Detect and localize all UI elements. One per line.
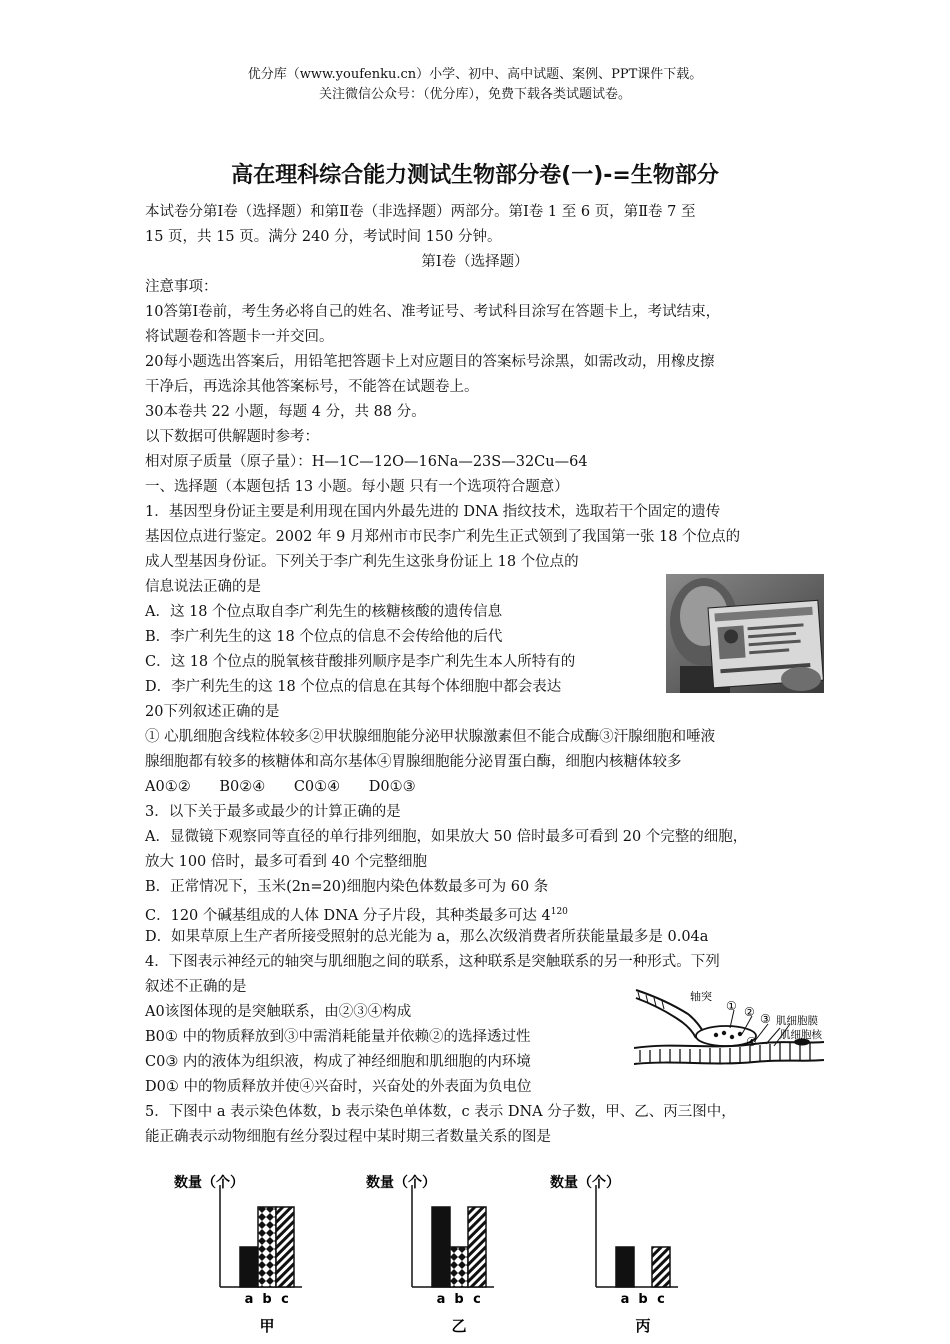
q4-option-a: A0该图体现的是突触联系，由②③④构成 — [145, 1004, 412, 1020]
q2-stem: 腺细胞都有较多的核糖体和高尔基体④胃腺细胞能分泌胃蛋白酶，细胞内核糖体较多 — [145, 754, 682, 770]
bar-a — [432, 1207, 450, 1287]
category-label: c — [281, 1292, 289, 1307]
q3-option-c — [145, 902, 568, 926]
q5-stem: 能正确表示动物细胞有丝分裂过程中某时期三者数量关系的图是 — [145, 1129, 551, 1145]
site-header-line2: 关注微信公众号：（优分库），免费下载各类试题试卷。 — [318, 87, 631, 102]
category-label: a — [244, 1292, 254, 1307]
q3-option-a-cont: 放大 100 倍时，最多可看到 40 个完整细胞 — [145, 854, 428, 870]
chart-title: 乙 — [451, 1317, 467, 1335]
label-4: ④ — [746, 1035, 757, 1049]
section-heading: 第Ⅰ卷（选择题） — [421, 254, 529, 270]
q4-stem: 4．下图表示神经元的轴突与肌细胞之间的联系，这种联系是突触联系的另一种形式。下列 — [145, 954, 720, 970]
bar-a — [240, 1247, 258, 1287]
q2-option-a: A0①② — [145, 779, 191, 795]
intro-line: 本试卷分第Ⅰ卷（选择题）和第Ⅱ卷（非选择题）两部分。第Ⅰ卷 1 至 6 页，第Ⅱ卷 7 至 — [145, 204, 696, 220]
q2-stem: 20下列叙述正确的是 — [145, 704, 280, 720]
q1-stem: 基因位点进行鉴定。2002 年 9 月郑州市市民李广利先生正式领到了我国第一张 18 个位点的 — [145, 529, 741, 545]
q3-option-c-text: C．120 个碱基组成的人体 DNA 分子片段，其种类最多可达 4 — [145, 907, 551, 924]
q4-option-d: D0① 中的物质释放并使④兴奋时，兴奋处的外表面为负电位 — [145, 1079, 532, 1095]
bar-c — [468, 1207, 486, 1287]
category-label: a — [620, 1292, 630, 1307]
q2-option-c: C0①④ — [293, 779, 341, 795]
q4-stem: 叙述不正确的是 — [145, 979, 247, 995]
intro-line: 15 页，共 15 页。满分 240 分，考试时间 150 分钟。 — [145, 229, 502, 245]
gene-id-card-photo — [666, 574, 824, 693]
label-muscle-membrane: 肌细胞膜 — [776, 1015, 818, 1027]
q2-option-b: B0②④ — [219, 779, 266, 795]
bar-c — [276, 1207, 294, 1287]
part-heading: 一、选择题（本题包括 13 小题。每小题 只有一个选项符合题意） — [145, 479, 569, 495]
site-header-line1: 优分库（www.youfenku.cn）小学、初中、高中试题、案例、PPT课件下载。 — [247, 67, 703, 82]
chart-ylabel: 数量（个） — [550, 1175, 620, 1191]
chart-title: 丙 — [635, 1317, 651, 1335]
q2-option-d: D0①③ — [368, 779, 416, 795]
label-1: ① — [726, 999, 737, 1013]
q1-option-d: D．李广利先生的这 18 个位点的信息在其每个体细胞中都会表达 — [145, 679, 562, 695]
label-3: ③ — [760, 1012, 771, 1026]
q1-option-c: C．这 18 个位点的脱氧核苷酸排列顺序是李广利先生本人所特有的 — [145, 654, 576, 670]
q3-option-b: B．正常情况下，玉米(2n=20)细胞内染色体数最多可为 60 条 — [145, 879, 549, 895]
bar-b — [258, 1207, 276, 1287]
q4-option-b: B0① 中的物质释放到③中需消耗能量并依赖②的选择透过性 — [145, 1029, 531, 1045]
notes-line: 30本卷共 22 小题，每题 4 分，共 88 分。 — [145, 404, 426, 420]
notes-line: 10答第Ⅰ卷前，考生务必将自己的姓名、准考证号、考试科目涂写在答题卡上，考试结束， — [145, 304, 721, 320]
bar-chart-bing — [546, 1165, 686, 1335]
notes-line: 以下数据可供解题时参考： — [145, 429, 319, 445]
q1-stem: 信息说法正确的是 — [145, 579, 261, 595]
notes-line: 干净后，再选涂其他答案标号，不能答在试题卷上。 — [145, 379, 479, 395]
category-label: a — [436, 1292, 446, 1307]
chart-ylabel: 数量（个） — [174, 1175, 244, 1191]
label-axon: 轴突 — [690, 990, 712, 1003]
bar-chart-yi — [362, 1165, 502, 1335]
label-muscle-nucleus: 肌细胞核 — [780, 1029, 822, 1041]
label-2: ② — [744, 1005, 755, 1019]
page-title: 高在理科综合能力测试生物部分卷(一)-=生物部分 — [231, 163, 719, 188]
q1-option-a: A．这 18 个位点取自李广利先生的核糖核酸的遗传信息 — [145, 604, 503, 620]
q3-stem: 3．以下关于最多或最少的计算正确的是 — [145, 804, 401, 820]
q3-option-d: D．如果草原上生产者所接受照射的总光能为 a，那么次级消费者所获能量最多是 0.04a — [145, 929, 709, 945]
q4-option-c: C0③ 内的液体为组织液，构成了神经细胞和肌细胞的内环境 — [145, 1054, 531, 1070]
chart-ylabel: 数量（个） — [366, 1175, 436, 1191]
notes-line: 相对原子质量（原子量）：H—1C—12O—16Na—23S—32Cu—64 — [145, 454, 588, 470]
notes-line: 注意事项： — [145, 279, 218, 295]
notes-line: 20每小题选出答案后，用铅笔把答题卡上对应题目的答案标号涂黑，如需改动，用橡皮擦 — [145, 354, 715, 370]
q5-stem: 5．下图中 a 表示染色体数，b 表示染色单体数，c 表示 DNA 分子数，甲、乙、丙三图中， — [145, 1104, 736, 1120]
q1-stem: 成人型基因身份证。下列关于李广利先生这张身份证上 18 个位点的 — [145, 554, 579, 570]
notes-line: 将试题卷和答题卡一并交回。 — [145, 329, 334, 345]
category-label: b — [262, 1292, 272, 1307]
q3-option-c-exponent: 120 — [550, 907, 568, 917]
category-label: b — [454, 1292, 464, 1307]
neuromuscular-junction-diagram — [634, 986, 824, 1074]
q2-options — [145, 777, 416, 797]
q1-option-b: B．李广利先生的这 18 个位点的信息不会传给他的后代 — [145, 629, 503, 645]
bar-b — [450, 1247, 468, 1287]
q3-option-a: A．显微镜下观察同等直径的单行排列细胞，如果放大 50 倍时最多可看到 20 个完整的细胞， — [145, 829, 748, 845]
bar-c — [652, 1247, 670, 1287]
category-label: c — [473, 1292, 481, 1307]
q2-stem: ① 心肌细胞含线粒体较多②甲状腺细胞能分泌甲状腺激素但不能合成酶③汗腺细胞和唾液 — [145, 729, 716, 745]
category-label: c — [657, 1292, 665, 1307]
q1-stem: 1．基因型身份证主要是利用现在国内外最先进的 DNA 指纹技术，选取若干个固定的遗传 — [145, 504, 721, 520]
category-label: b — [638, 1292, 648, 1307]
bar-chart-jia — [170, 1165, 310, 1335]
bar-a — [616, 1247, 634, 1287]
chart-title: 甲 — [259, 1317, 275, 1335]
